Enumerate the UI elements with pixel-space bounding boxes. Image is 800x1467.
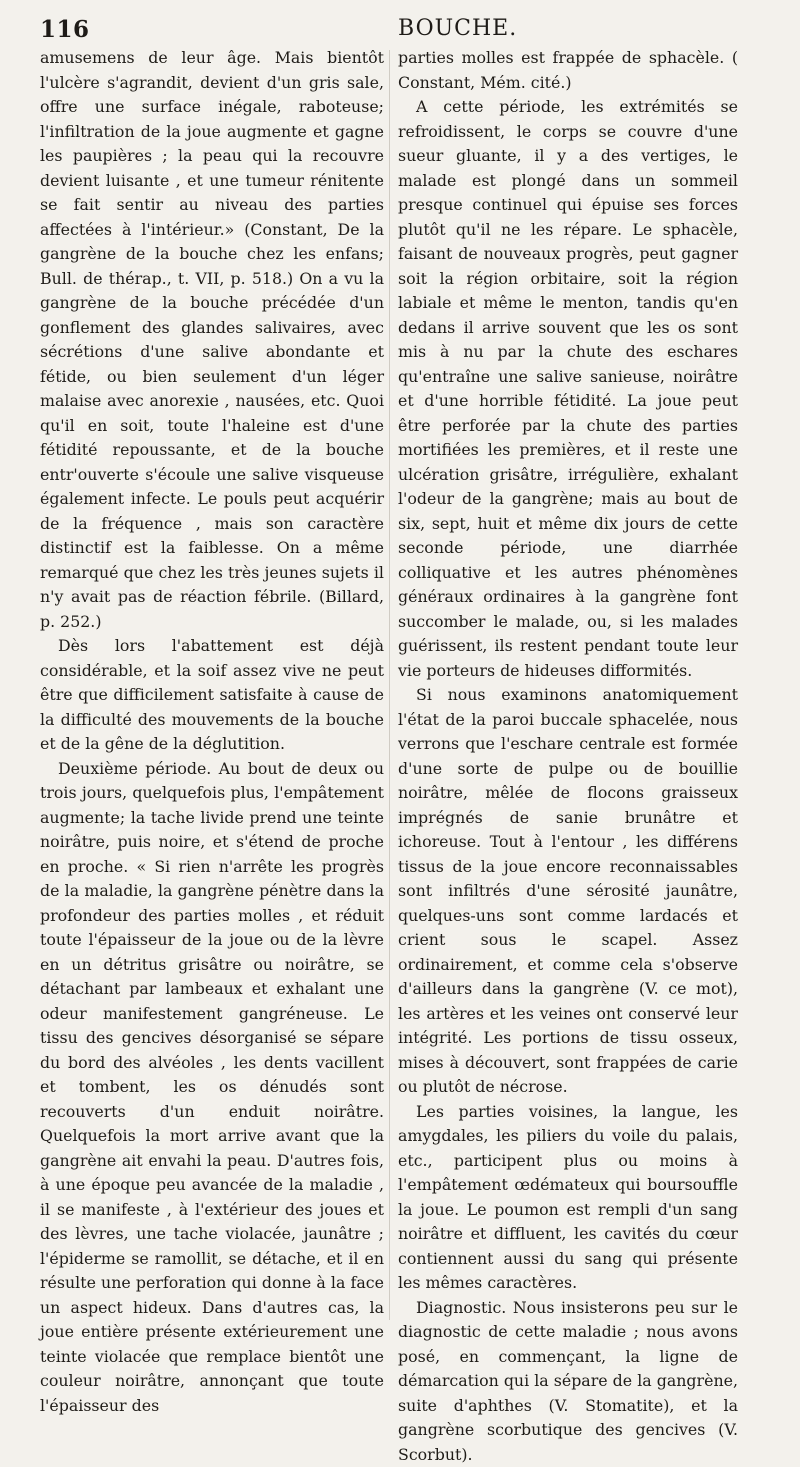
column-divider bbox=[389, 50, 390, 1320]
right-column bbox=[398, 46, 738, 1467]
running-head: BOUCHE. bbox=[398, 16, 517, 41]
paragraph: Les parties voisines, la langue, les amygdales, les piliers du voile du palais, etc., participent plus ou moins à l'empâtement œdémateux qui boursouffle la joue. Le poumon est rempli d'un sang noirâtre et diffluent, les cavités du cœur contiennent aussi du sang qui présente les mêmes caractères. bbox=[398, 1100, 738, 1296]
paragraph: Dès lors l'abattement est déjà considérable, et la soif assez vive ne peut être que difficilement satisfaite à cause de la difficulté des mouvements de la bouche et de la gêne de la déglutition. bbox=[40, 634, 384, 757]
paragraph: Diagnostic. Nous insisterons peu sur le diagnostic de cette maladie ; nous avons posé, en commençant, la ligne de démarcation qui la sépare de la gangrène, suite d'aphthes (V. Stomatite), et la gangrène scorbutique des gencives (V. Scorbut). bbox=[398, 1296, 738, 1467]
paragraph: Deuxième période. Au bout de deux ou trois jours, quelquefois plus, l'empâtement augmente; la tache livide prend une teinte noirâtre, puis noire, et s'étend de proche en proche. « Si rien n'arrête les progrès de la maladie, la gangrène pénètre dans la profondeur des parties molles , et réduit toute l'épaisseur de la joue ou de la lèvre en un détritus grisâtre ou noirâtre, se détachant par lambeaux et exhalant une odeur manifestement gangréneuse. Le tissu des gencives désorganisé se sépare du bord des alvéoles , les dents vacillent et tombent, les os dénudés sont recouverts d'un enduit noirâtre. Quelquefois la mort arrive avant que la gangrène ait envahi la peau. D'autres fois, à une époque peu avancée de la maladie , il se manifeste , à l'extérieur des joues et des lèvres, une tache violacée, jaunâtre ; l'épiderme se ramollit, se détache, et il en résulte une perforation qui donne à la face un aspect hideux. Dans d'autres cas, la joue entière présente extérieurement une teinte violacée que remplace bientôt une couleur noirâtre, annonçant que toute l'épaisseur des bbox=[40, 757, 384, 1419]
paragraph: amusemens de leur âge. Mais bientôt l'ulcère s'agrandit, devient d'un gris sale, offre une surface inégale, raboteuse; l'infiltration de la joue augmente et gagne les paupières ; la peau qui la recouvre devient luisante , et une tumeur rénitente se fait sentir au niveau des parties affectées à l'intérieur.» (Constant, De la gangrène de la bouche chez les enfans; Bull. de thérap., t. VII, p. 518.) On a vu la gangrène de la bouche précédée d'un gonflement des glandes salivaires, avec sécrétions d'une salive abondante et fétide, ou bien seulement d'un léger malaise avec anorexie , nausées, etc. Quoi qu'il en soit, toute l'haleine est d'une fétidité repoussante, et de la bouche entr'ouverte s'écoule une salive visqueuse également infecte. Le pouls peut acquérir de la fréquence , mais son caractère distinctif est la faiblesse. On a même remarqué que chez les très jeunes sujets il n'y avait pas de réaction fébrile. (Billard, p. 252.) bbox=[40, 46, 384, 634]
page-number: 116 bbox=[40, 16, 90, 43]
left-column bbox=[40, 46, 384, 1418]
paragraph: A cette période, les extrémités se refroidissent, le corps se couvre d'une sueur gluante, il y a des vertiges, le malade est plongé dans un sommeil presque continuel qui épuise ses forces plutôt qu'il ne les répare. Le sphacèle, faisant de nouveaux progrès, peut gagner soit la région orbitaire, soit la région labiale et même le menton, tandis qu'en dedans il arrive souvent que les os sont mis à nu par la chute des eschares qu'entraîne une salive sanieuse, noirâtre et d'une horrible fétidité. La joue peut être perforée par la chute des parties mortifiées les premières, et il reste une ulcération grisâtre, irrégulière, exhalant l'odeur de la gangrène; mais au bout de six, sept, huit et même dix jours de cette seconde période, une diarrhée colliquative et les autres phénomènes généraux ordinaires à la gangrène font succomber le malade, ou, si les malades guérissent, ils restent pendant toute leur vie porteurs de hideuses difformités. bbox=[398, 95, 738, 683]
paragraph: parties molles est frappée de sphacèle. ( Constant, Mém. cité.) bbox=[398, 46, 738, 95]
page-header bbox=[0, 10, 800, 46]
paragraph: Si nous examinons anatomiquement l'état de la paroi buccale sphacelée, nous verrons que l'eschare centrale est formée d'une sorte de pulpe ou de bouillie noirâtre, mêlée de flocons graisseux imprégnés de sanie brunâtre et ichoreuse. Tout à l'entour , les différens tissus de la joue encore reconnaissables sont infiltrés d'une sérosité jaunâtre, quelques-uns sont comme lardacés et crient sous le scapel. Assez ordinairement, et comme cela s'observe d'ailleurs dans la gangrène (V. ce mot), les artères et les veines ont conservé leur intégrité. Les portions de tissu osseux, mises à découvert, sont frappées de carie ou plutôt de nécrose. bbox=[398, 683, 738, 1100]
